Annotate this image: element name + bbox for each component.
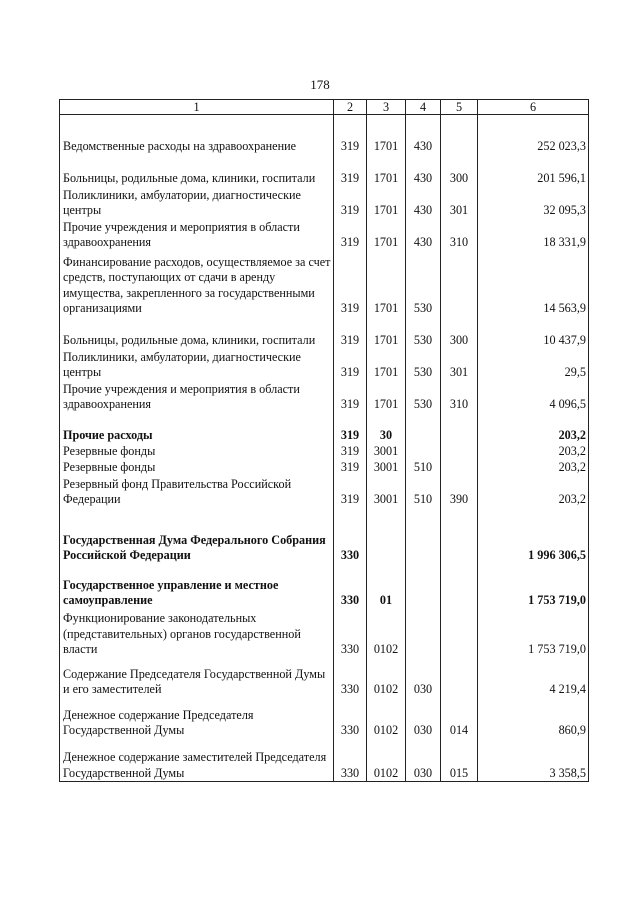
row-col-4: 030 [406, 698, 441, 739]
row-col-3: 0102 [367, 658, 406, 698]
row-col-4: 530 [406, 317, 441, 349]
row-col-2: 319 [334, 187, 367, 219]
row-col-5: 390 [441, 476, 478, 508]
row-description: Финансирование расходов, осуществляемое за счет средств, поступающих от сдачи в аренду имущества, закрепленного за государственными организациями [60, 251, 334, 317]
row-description: Резервный фонд Правительства Российской Федерации [60, 476, 334, 508]
row-col-3 [367, 508, 406, 564]
row-col-5: 310 [441, 219, 478, 251]
row-col-3: 0102 [367, 739, 406, 782]
row-col-4 [406, 444, 441, 460]
row-col-5: 310 [441, 381, 478, 413]
row-col-2: 319 [334, 219, 367, 251]
row-col-6: 1 753 719,0 [478, 564, 589, 609]
table-row [60, 444, 589, 460]
row-col-6: 201 596,1 [478, 155, 589, 187]
table-row [60, 658, 589, 698]
table-header [60, 100, 589, 115]
row-col-3: 1701 [367, 381, 406, 413]
row-col-2: 319 [334, 139, 367, 155]
row-col-5 [441, 609, 478, 658]
row-col-6: 203,2 [478, 444, 589, 460]
row-col-2: 319 [334, 476, 367, 508]
row-col-6: 4 096,5 [478, 381, 589, 413]
row-col-3: 3001 [367, 444, 406, 460]
row-col-2: 319 [334, 413, 367, 444]
table-row [60, 381, 589, 413]
table-row [60, 317, 589, 349]
row-col-3: 1701 [367, 187, 406, 219]
table-row [60, 251, 589, 317]
row-col-5: 015 [441, 739, 478, 782]
row-col-3: 1701 [367, 155, 406, 187]
row-col-2: 319 [334, 460, 367, 476]
row-description: Денежное содержание Председателя Государственной Думы [60, 698, 334, 739]
row-col-4: 430 [406, 219, 441, 251]
row-col-2: 330 [334, 658, 367, 698]
row-description: Государственное управление и местное самоуправление [60, 564, 334, 609]
row-description: Поликлиники, амбулатории, диагностические центры [60, 349, 334, 381]
row-col-5 [441, 251, 478, 317]
row-col-6: 4 219,4 [478, 658, 589, 698]
row-col-4 [406, 508, 441, 564]
table-row [60, 139, 589, 155]
row-col-3: 1701 [367, 251, 406, 317]
column-header-2: 2 [334, 100, 367, 115]
row-col-2: 330 [334, 609, 367, 658]
column-header-5: 5 [441, 100, 478, 115]
row-col-4: 510 [406, 460, 441, 476]
row-col-6: 203,2 [478, 413, 589, 444]
row-description: Больницы, родильные дома, клиники, госпитали [60, 155, 334, 187]
column-header-6: 6 [478, 100, 589, 115]
row-col-4 [406, 115, 441, 139]
row-col-5: 014 [441, 698, 478, 739]
row-col-3: 3001 [367, 476, 406, 508]
row-description: Государственная Дума Федерального Собрания Российской Федерации [60, 508, 334, 564]
row-col-2: 319 [334, 444, 367, 460]
row-col-6: 32 095,3 [478, 187, 589, 219]
table-row [60, 219, 589, 251]
row-col-3: 30 [367, 413, 406, 444]
row-col-5 [441, 658, 478, 698]
row-col-2 [334, 115, 367, 139]
row-col-3: 01 [367, 564, 406, 609]
column-header-4: 4 [406, 100, 441, 115]
row-col-5 [441, 508, 478, 564]
row-col-5 [441, 564, 478, 609]
row-col-4 [406, 413, 441, 444]
row-col-6: 1 753 719,0 [478, 609, 589, 658]
row-col-6: 18 331,9 [478, 219, 589, 251]
row-col-6 [478, 115, 589, 139]
row-col-2: 319 [334, 317, 367, 349]
row-col-6: 10 437,9 [478, 317, 589, 349]
row-description: Прочие учреждения и мероприятия в области здравоохранения [60, 219, 334, 251]
row-description: Денежное содержание заместителей Председателя Государственной Думы [60, 739, 334, 782]
column-header-3: 3 [367, 100, 406, 115]
row-col-4: 430 [406, 155, 441, 187]
row-col-5: 301 [441, 187, 478, 219]
budget-table [59, 99, 589, 782]
row-col-3: 0102 [367, 609, 406, 658]
row-col-5 [441, 115, 478, 139]
row-col-6: 860,9 [478, 698, 589, 739]
row-col-2: 319 [334, 155, 367, 187]
row-col-6: 203,2 [478, 460, 589, 476]
row-col-5 [441, 444, 478, 460]
row-col-3 [367, 115, 406, 139]
row-description: Резервные фонды [60, 460, 334, 476]
row-col-2: 330 [334, 698, 367, 739]
table-row [60, 413, 589, 444]
table-row [60, 476, 589, 508]
row-col-4: 030 [406, 658, 441, 698]
row-col-4 [406, 609, 441, 658]
table-row [60, 564, 589, 609]
row-col-6: 14 563,9 [478, 251, 589, 317]
row-description: Прочие расходы [60, 413, 334, 444]
row-col-2: 319 [334, 251, 367, 317]
table-row [60, 187, 589, 219]
row-col-2: 319 [334, 381, 367, 413]
row-description: Ведомственные расходы на здравоохранение [60, 139, 334, 155]
row-col-5: 300 [441, 317, 478, 349]
row-col-2: 319 [334, 349, 367, 381]
row-col-6: 1 996 306,5 [478, 508, 589, 564]
row-col-6: 252 023,3 [478, 139, 589, 155]
column-header-1: 1 [60, 100, 334, 115]
row-col-4: 430 [406, 139, 441, 155]
row-col-4: 510 [406, 476, 441, 508]
page-number: 178 [310, 77, 330, 92]
table-row [60, 739, 589, 782]
row-col-4: 530 [406, 349, 441, 381]
row-col-5 [441, 413, 478, 444]
row-col-3: 1701 [367, 139, 406, 155]
row-col-4: 530 [406, 251, 441, 317]
row-description: Резервные фонды [60, 444, 334, 460]
table-row [60, 115, 589, 139]
row-col-5: 301 [441, 349, 478, 381]
table-row [60, 698, 589, 739]
table-body [60, 115, 589, 782]
row-col-2: 330 [334, 564, 367, 609]
row-col-3: 3001 [367, 460, 406, 476]
row-col-4: 530 [406, 381, 441, 413]
row-col-3: 0102 [367, 698, 406, 739]
row-col-4 [406, 564, 441, 609]
row-col-2: 330 [334, 739, 367, 782]
row-col-2: 330 [334, 508, 367, 564]
row-col-4: 430 [406, 187, 441, 219]
row-col-5 [441, 139, 478, 155]
table-row [60, 460, 589, 476]
table-row [60, 349, 589, 381]
table-row [60, 609, 589, 658]
row-col-6: 29,5 [478, 349, 589, 381]
row-description: Функционирование законодательных (представительных) органов государственной власти [60, 609, 334, 658]
row-description: Больницы, родильные дома, клиники, госпитали [60, 317, 334, 349]
row-col-3: 1701 [367, 349, 406, 381]
row-description [60, 115, 334, 139]
table-row [60, 155, 589, 187]
row-col-4: 030 [406, 739, 441, 782]
row-col-5 [441, 460, 478, 476]
row-col-5: 300 [441, 155, 478, 187]
row-col-6: 3 358,5 [478, 739, 589, 782]
table-row [60, 508, 589, 564]
row-description: Прочие учреждения и мероприятия в области здравоохранения [60, 381, 334, 413]
row-description: Поликлиники, амбулатории, диагностические центры [60, 187, 334, 219]
row-col-6: 203,2 [478, 476, 589, 508]
row-description: Содержание Председателя Государственной Думы и его заместителей [60, 658, 334, 698]
row-col-3: 1701 [367, 317, 406, 349]
row-col-3: 1701 [367, 219, 406, 251]
